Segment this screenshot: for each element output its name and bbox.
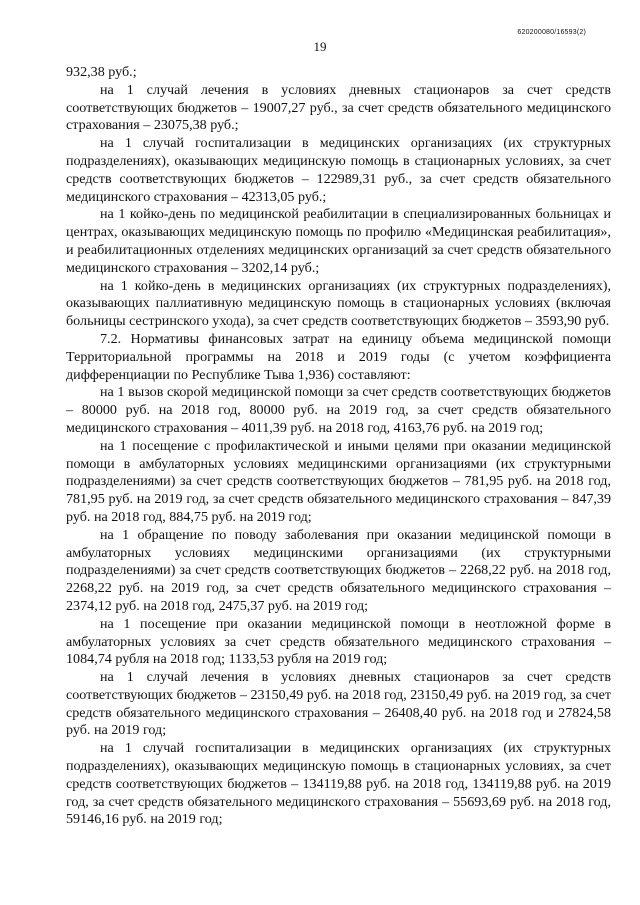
paragraph-hospitalization-cost: на 1 случай госпитализации в медицинских организациях (их структурных подразделениях), оказывающих медицинскую помощь в стационарных условиях, за счет средств соответствующих бюджетов – 122989,31 руб., за счет средств обязательного медицинского страхования – 42313,05 руб.; — [66, 135, 611, 205]
paragraph-urgent-visit: на 1 посещение при оказании медицинской помощи в неотложной форме в амбулаторных условиях за счет средств обязательного медицинского страхования – 1084,74 рубля на 2018 год; 1133,53 рубля на 2019 год; — [66, 615, 611, 668]
paragraph-section-7-2: 7.2. Нормативы финансовых затрат на единицу объема медицинской помощи Территориальной программы на 2018 и 2019 годы (с учетом коэффициента дифференциации по Республике Тыва 1,936) составляют: — [66, 330, 611, 383]
paragraph-ambulance-call: на 1 вызов скорой медицинской помощи за счет средств соответствующих бюджетов – 80000 руб. на 2018 год, 80000 руб. на 2019 год, за счет средств обязательного медицинского страхования – 4011,39 руб. на 2018 год, 4163,76 руб. на 2019 год; — [66, 384, 611, 436]
paragraph-continuation: 932,38 руб.; — [66, 64, 137, 80]
document-body — [66, 64, 611, 829]
paragraph-palliative-bed-day: на 1 койко-день в медицинских организациях (их структурных подразделениях), оказывающих паллиативную медицинскую помощь в стационарных условиях (включая больницы сестринского ухода), за счет средств соответствующих бюджетов – 3593,90 руб. — [66, 277, 611, 330]
paragraph-disease-appeal: на 1 обращение по поводу заболевания при оказании медицинской помощи в амбулаторных условиях медицинскими организациями (их структурными подразделениями) за счет средств соответствующих бюджетов – 2268,22 руб. на 2018 год, 2268,22 руб. на 2019 год, за счет средств обязательного медицинского страхования – 2374,12 руб. на 2018 год, 2475,37 руб. на 2019 год; — [66, 526, 611, 614]
page-number: 19 — [313, 39, 327, 54]
paragraph-preventive-visit: на 1 посещение с профилактической и иными целями при оказании медицинской помощи в амбулаторных условиях медицинскими организациями (их структурными подразделениями) за счет средств соответствующих бюджетов – 781,95 руб. на 2018 год, 781,95 руб. на 2019 год, за счет средств обязательного медицинского страхования – 847,39 руб. на 2018 год, 884,75 руб. на 2019 год; — [66, 437, 611, 525]
paragraph-day-hospital-case: на 1 случай лечения в условиях дневных стационаров за счет средств соответствующих бюджетов – 23150,49 руб. на 2018 год, 23150,49 руб. на 2019 год, за счет средств обязательного медицинского страхования – 26408,40 руб. на 2018 год и 27824,58 руб. на 2019 год; — [66, 669, 611, 739]
paragraph-hospitalization-case: на 1 случай госпитализации в медицинских организациях (их структурных подразделениях), оказывающих медицинскую помощь в стационарных условиях, за счет средств соответствующих бюджетов – 134119,88 руб. на 2018 год, 134119,88 руб. на 2019 год, за счет средств обязательного медицинского страхования – 55693,69 руб. на 2018 год, 59146,16 руб. на 2019 год; — [66, 740, 611, 828]
document-id: 620200080/16593(2) — [517, 29, 586, 36]
paragraph-day-hospital-cost: на 1 случай лечения в условиях дневных стационаров за счет средств соответствующих бюджетов – 19007,27 руб., за счет средств обязательного медицинского страхования – 23075,38 руб.; — [66, 81, 611, 134]
paragraph-rehabilitation-bed-day: на 1 койко-день по медицинской реабилитации в специализированных больницах и центрах, оказывающих медицинскую помощь по профилю «Медицинская реабилитация», и реабилитационных отделениях медицинских организаций за счет средств обязательного медицинского страхования – 3202,14 руб.; — [66, 206, 611, 276]
